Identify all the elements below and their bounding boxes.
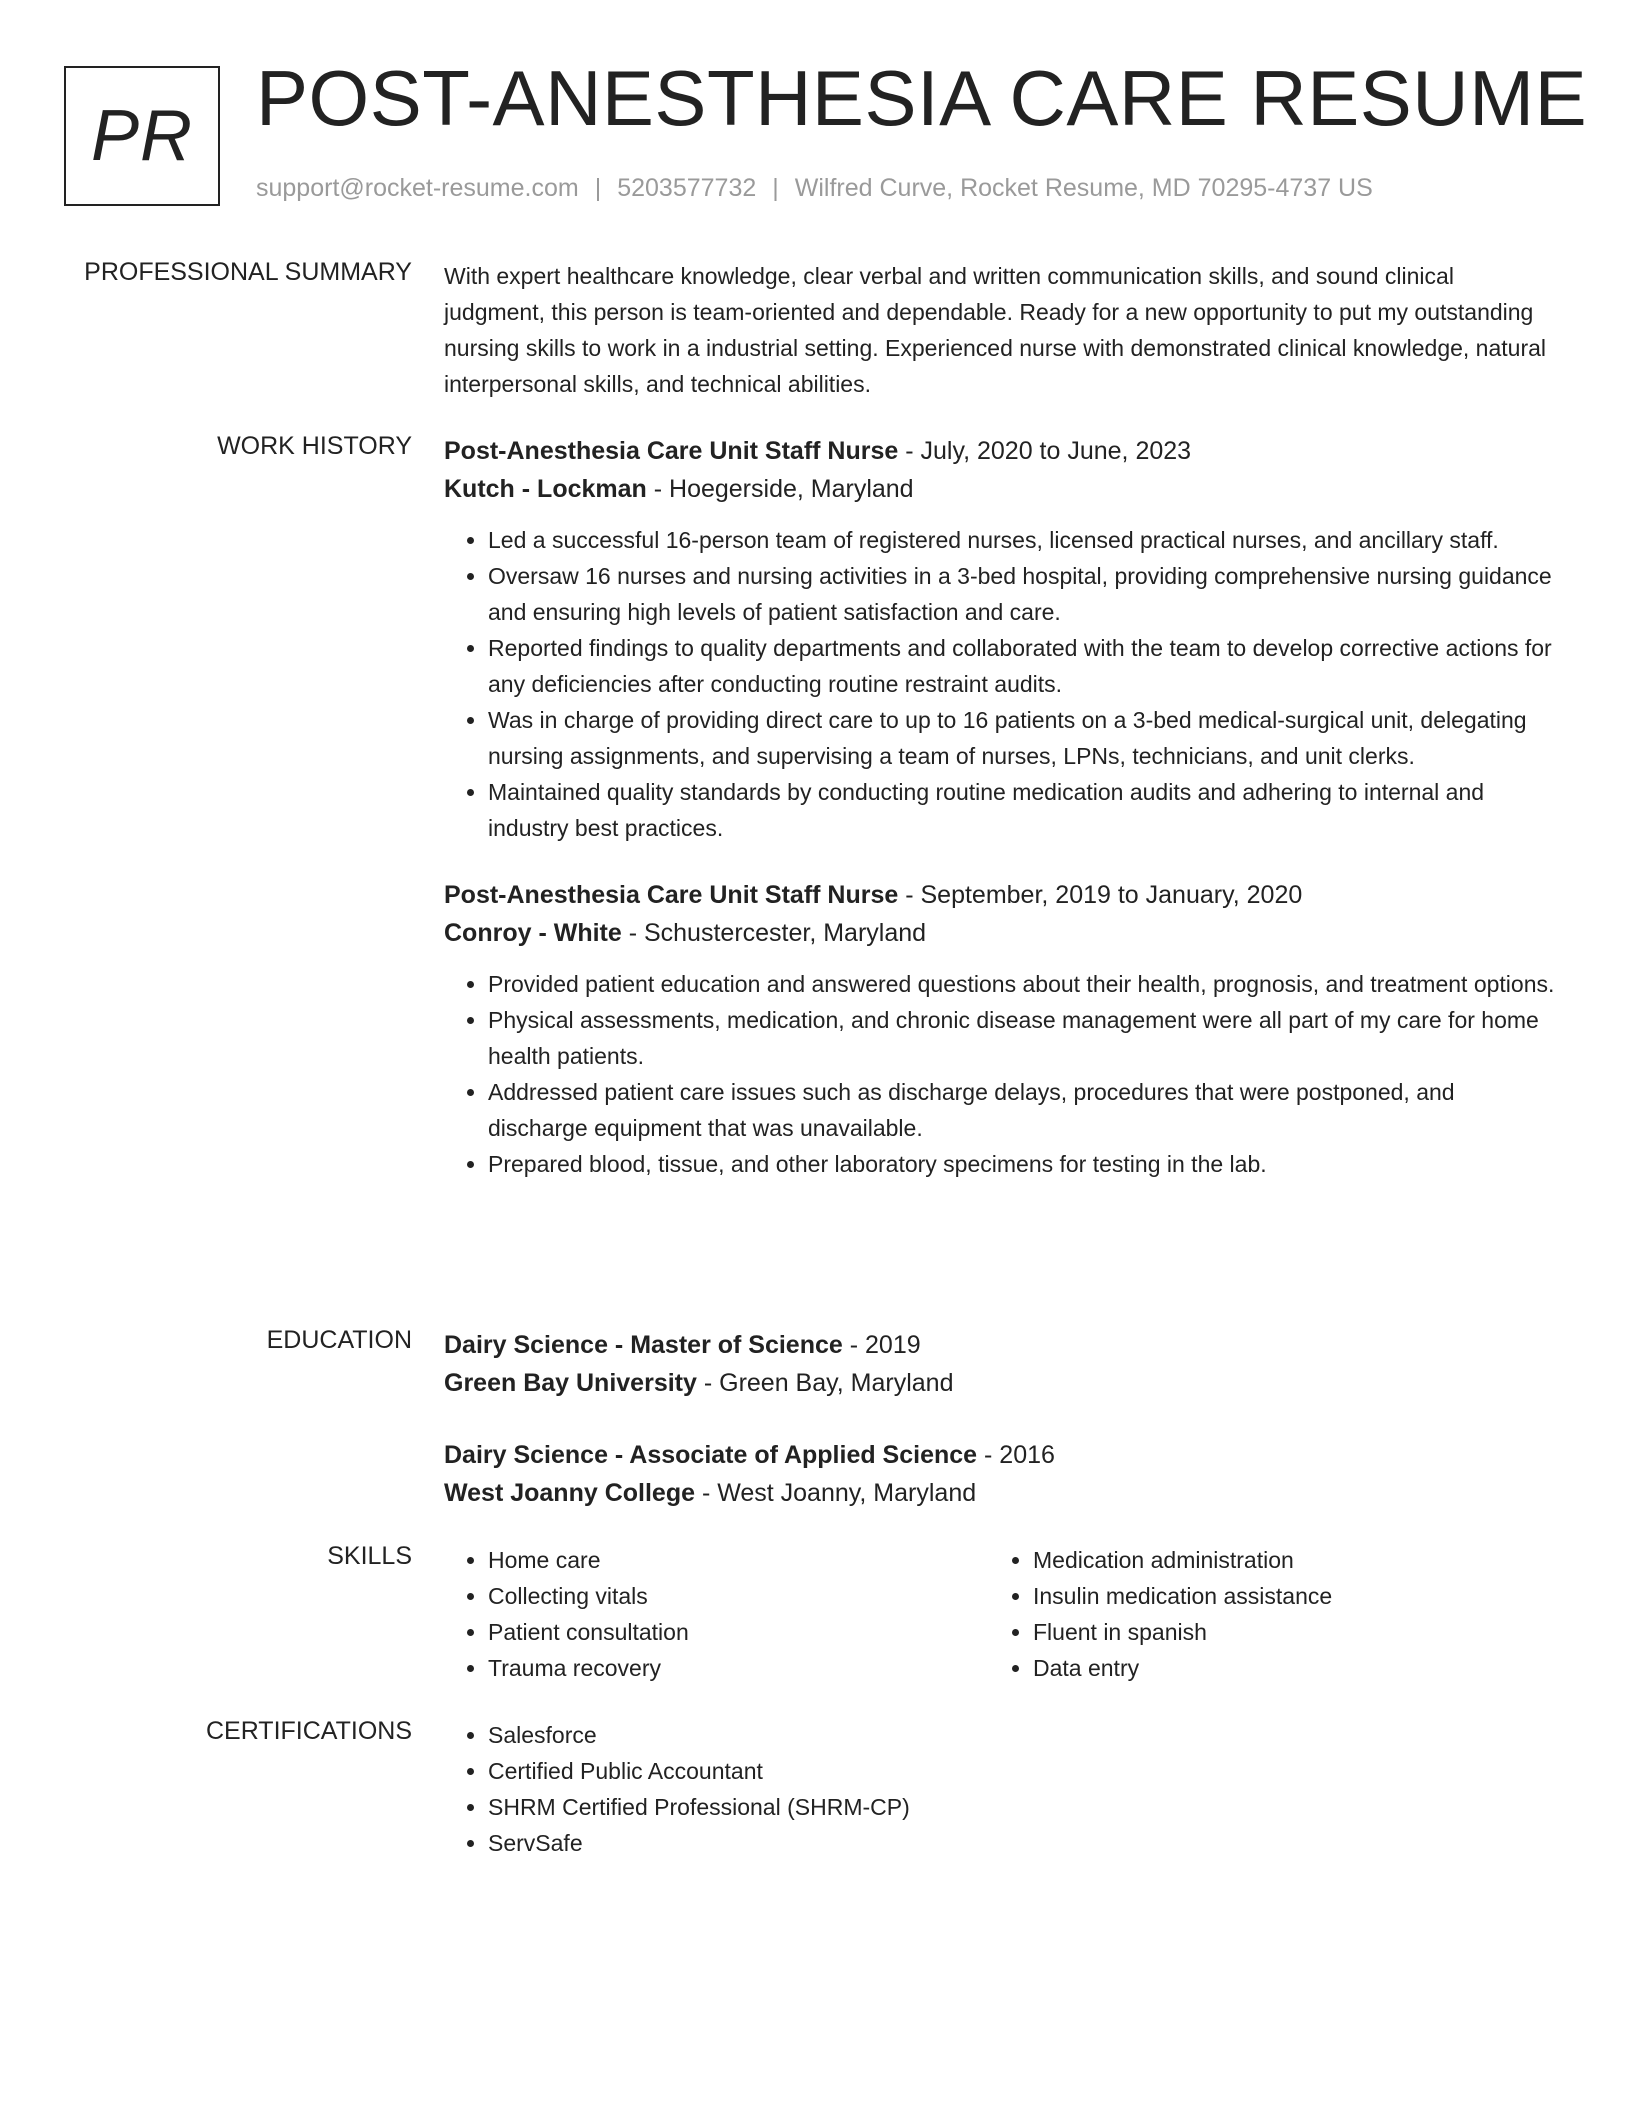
job-bullet: • Prepared blood, tissue, and other laboratory specimens for testing in the lab. [488,1146,1560,1182]
monogram-logo: PR [64,66,220,206]
education-year: - 2019 [842,1331,921,1359]
job-company-line [444,470,1560,508]
job-bullet: • Led a successful 16-person team of registered nurses, licensed practical nurses, and ancillary staff. [488,522,1560,558]
job-title-line [444,432,1560,470]
skill-item: • Trauma recovery [488,1650,989,1686]
job-bullets [444,522,1560,846]
skill-item: • Collecting vitals [488,1578,989,1614]
job-title: Post-Anesthesia Care Unit Staff Nurse [444,881,899,909]
contact-separator: | [772,174,779,202]
skill-item: • Data entry [1033,1650,1534,1686]
job-company: Conroy - White [444,919,622,947]
job-entry [444,876,1560,1182]
section-label-skills: SKILLS [327,1542,412,1570]
contact-email[interactable]: support@rocket-resume.com [256,174,579,202]
education-degree: Dairy Science - Master of Science [444,1331,843,1359]
skill-item: • Patient consultation [488,1614,989,1650]
section-label-summary: PROFESSIONAL SUMMARY [84,258,412,286]
job-bullet: • Physical assessments, medication, and chronic disease management were all part of my care for home health patients. [488,1002,1560,1074]
job-bullet: • Addressed patient care issues such as discharge delays, procedures that were postponed, and discharge equipment that was unavailable. [488,1074,1560,1146]
section-label-certifications: CERTIFICATIONS [205,1717,412,1745]
education-degree: Dairy Science - Associate of Applied Science [444,1441,978,1469]
skill-item: • Medication administration [1033,1542,1534,1578]
contact-address: Wilfred Curve, Rocket Resume, MD 70295-4737 US [794,174,1373,202]
job-bullet: • Was in charge of providing direct care to up to 16 patients on a 3-bed medical-surgical unit, delegating nursing assignments, and supervising a team of nurses, LPNs, technicians, and unit clerks. [488,702,1560,774]
job-bullet: • Maintained quality standards by conducting routine medication audits and adhering to internal and industry best practices. [488,774,1560,846]
section-label-education: EDUCATION [266,1326,412,1354]
certification-item: • Certified Public Accountant [488,1753,1560,1789]
resume-title: POST-ANESTHESIA CARE RESUME [256,54,1588,142]
education-entry [444,1436,1560,1512]
education-location: - Green Bay, Maryland [696,1369,954,1397]
job-bullet: • Reported findings to quality departments and collaborated with the team to develop corrective actions for any deficiencies after conducting routine restraint audits. [488,630,1560,702]
education-school: Green Bay University [444,1369,697,1397]
contact-separator: | [594,174,602,202]
education-location: - West Joanny, Maryland [695,1479,977,1507]
job-bullet: • Oversaw 16 nurses and nursing activities in a 3-bed hospital, providing comprehensive nursing guidance and ensuring high levels of patient satisfaction and care. [488,558,1560,630]
skill-item: • Home care [488,1542,989,1578]
summary-text: With expert healthcare knowledge, clear verbal and written communication skills, and sound clinical judgment, this person is team-oriented and dependable. Ready for a new opportunity to put my outstanding nursing skills to work in a industrial setting. Experienced nurse with demonstrated clinical knowledge, natural interpersonal skills, and technical abilities. [444,263,1547,397]
job-bullet: • Provided patient education and answered questions about their health, prognosis, and treatment options. [488,966,1560,1002]
skill-item: • Fluent in spanish [1033,1614,1534,1650]
contact-phone[interactable]: 5203577732 [617,174,757,202]
certification-item: • ServSafe [488,1825,1560,1861]
skill-item: • Insulin medication assistance [1033,1578,1534,1614]
job-dates: - September, 2019 to January, 2020 [898,881,1303,909]
section-label-work-history: WORK HISTORY [217,432,412,460]
certification-item: • SHRM Certified Professional (SHRM-CP) [488,1789,1560,1825]
job-bullets [444,966,1560,1182]
job-entry [444,432,1560,846]
certification-item: • Salesforce [488,1717,1560,1753]
job-location: - Schustercester, Maryland [621,919,927,947]
skills-list-left [444,1542,989,1686]
education-school: West Joanny College [444,1479,695,1507]
job-title: Post-Anesthesia Care Unit Staff Nurse [444,437,899,465]
education-year: - 2016 [977,1441,1055,1469]
education-entry [444,1326,1560,1402]
certifications-list [444,1717,1560,1861]
job-company: Kutch - Lockman [444,475,647,503]
skills-grid [444,1542,1560,1686]
job-company-line [444,914,1560,952]
job-location: - Hoegerside, Maryland [646,475,914,503]
contact-line [256,174,1373,203]
skills-list-right [989,1542,1534,1686]
job-title-line [444,876,1560,914]
job-dates: - July, 2020 to June, 2023 [898,437,1192,465]
